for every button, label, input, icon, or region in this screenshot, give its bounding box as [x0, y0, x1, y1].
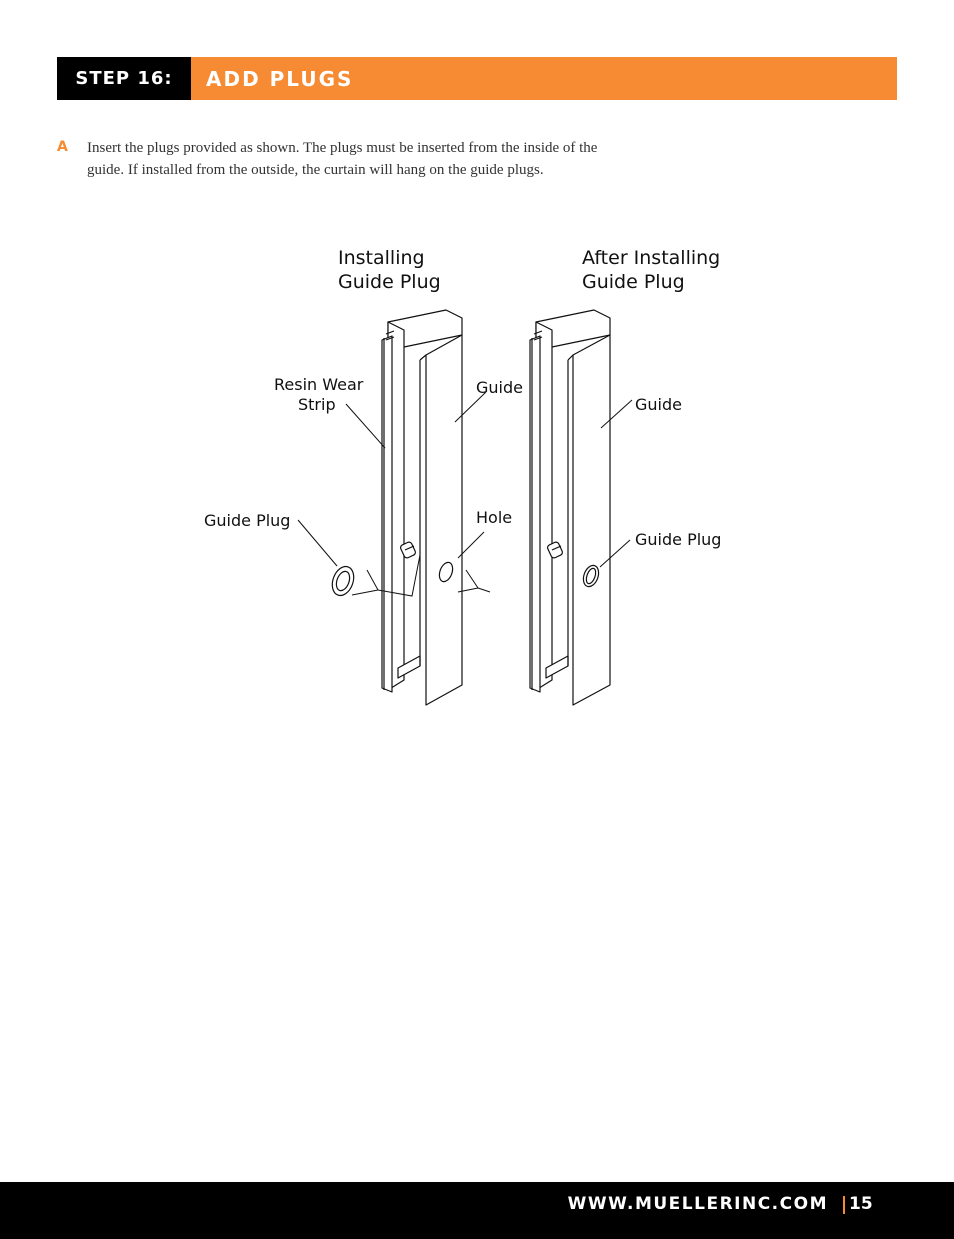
page-number: 15 — [849, 1194, 873, 1214]
left-guide-drawing — [328, 310, 462, 705]
right-title-line1: After Installing — [582, 247, 721, 269]
right-guide-drawing — [530, 310, 610, 705]
right-title-line2: Guide Plug — [582, 271, 685, 293]
step-title: ADD PLUGS — [191, 57, 897, 100]
footer-divider — [843, 1196, 845, 1214]
resin-wear-strip-label-2: Strip — [298, 395, 336, 414]
guide-label-right: Guide — [635, 395, 682, 414]
hole-label: Hole — [476, 508, 513, 527]
step-number: STEP 16: — [57, 57, 191, 100]
instruction-text: Insert the plugs provided as shown. The plugs must be inserted from the inside of the guide. If installed from the outside, the curtain will hang on the guide plugs. — [87, 140, 598, 178]
guide-plug-label-right: Guide Plug — [635, 530, 722, 549]
resin-wear-strip-label-1: Resin Wear — [274, 375, 364, 394]
instruction-letter: A — [57, 139, 68, 155]
website-link[interactable]: WWW.MUELLERINC.COM — [567, 1194, 828, 1214]
guide-label-left: Guide — [476, 378, 523, 397]
guide-plug-label-left: Guide Plug — [204, 511, 291, 530]
page-footer — [0, 1182, 954, 1239]
left-title-line1: Installing — [338, 247, 425, 269]
left-title-line2: Guide Plug — [338, 271, 441, 293]
